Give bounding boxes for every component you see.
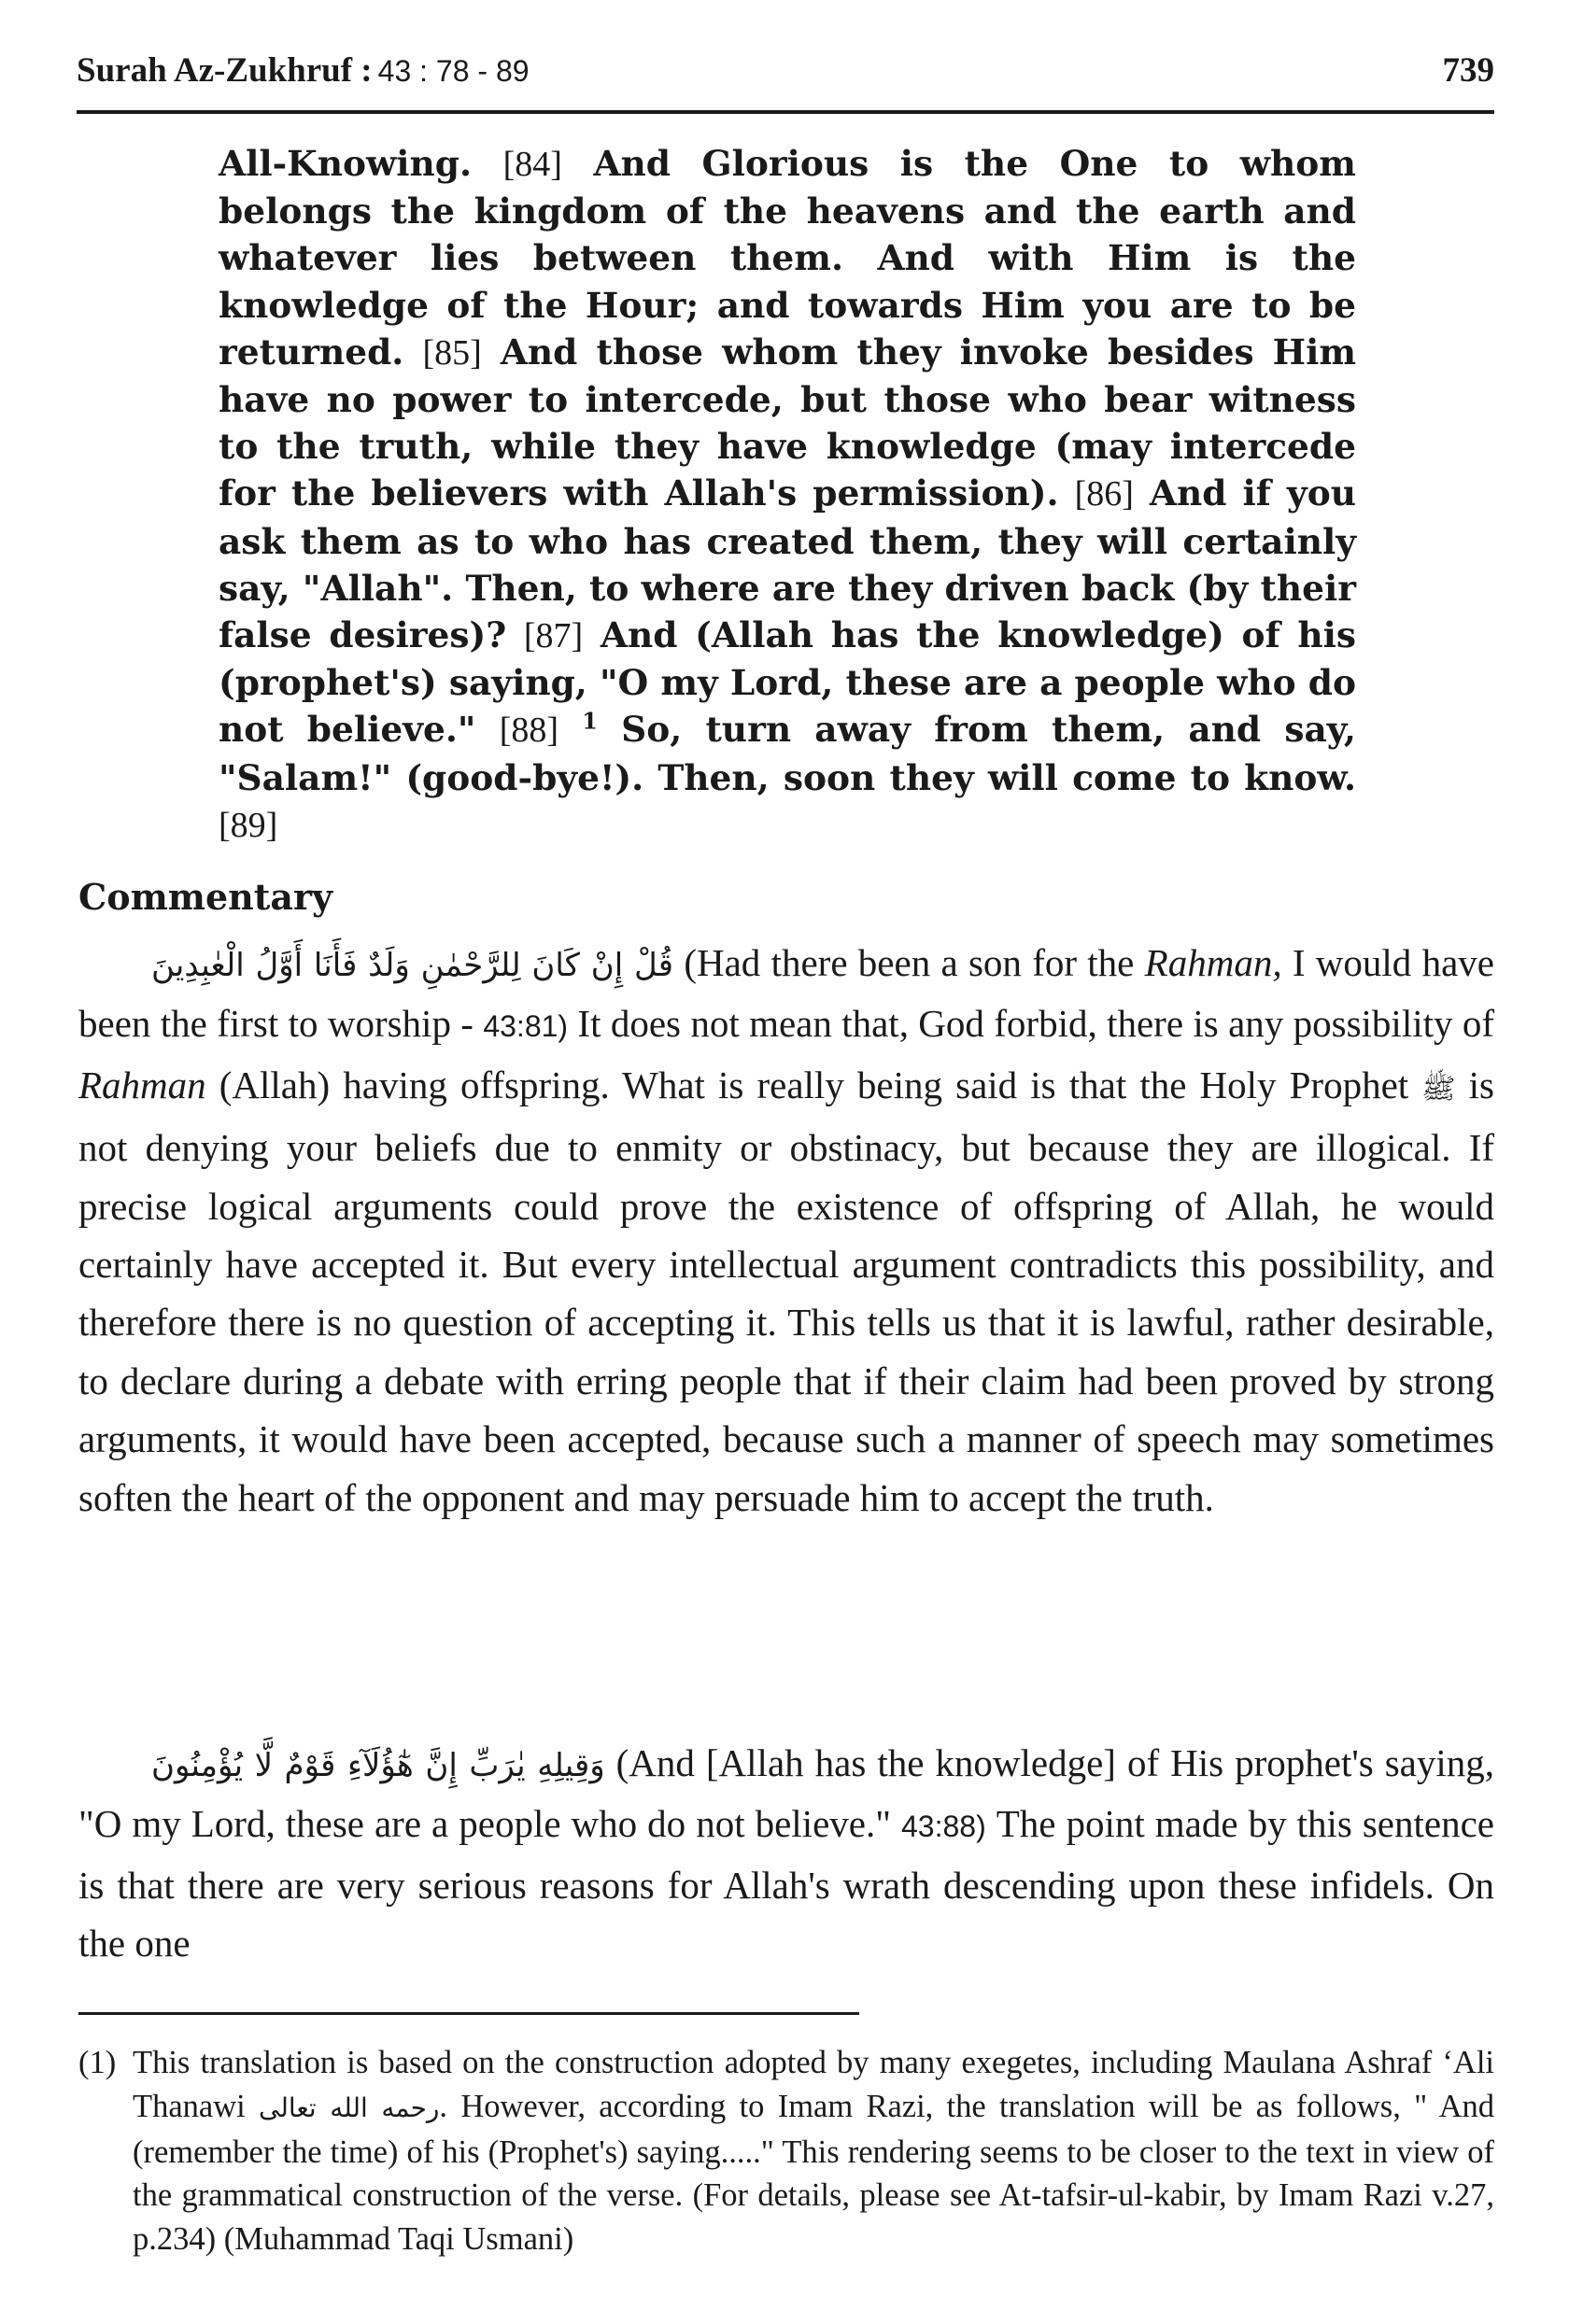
commentary-paragraph — [78, 934, 1494, 1527]
footnote-text: This translation is based on the construction adopted by many exegetes, including Maulana Ashraf ‘Ali Thanawi — [133, 2045, 1494, 2124]
footnote-marker[interactable]: 1 — [582, 707, 598, 735]
translation-text: And those whom they invoke besides Him have no power to intercede, but those who bear witness to the truth, while they have knowledge (may intercede for the believers with Allah's permission). — [219, 331, 1356, 514]
italic-term: Rahman, — [1144, 941, 1282, 984]
translation-text: All-Knowing. — [219, 143, 503, 184]
verse-number: [87] — [523, 616, 584, 656]
translation-text: And if you ask them as to who has created them, they will certainly say, "Allah". Then, to where are they driven back (by their false desires)? — [219, 472, 1356, 656]
verse-reference: 43:81) — [483, 1009, 569, 1044]
footnote-divider — [78, 2012, 859, 2015]
commentary-heading: Commentary — [78, 876, 333, 918]
arabic-honorific: رحمه الله تعالى — [258, 2092, 440, 2123]
paragraph-text: is not denying your beliefs due to enmity or obstinacy, but because they are illogical. If precise logical arguments could prove the existence of offspring of Allah, he would certainly have accepted it. But every intellectual argument contradicts this possibility, and therefore there is no question of accepting it. This tells us that it is lawful, rather desirable, to declare during a debate with erring people that if their claim had been proved by strong arguments, it would have been accepted, because such a manner of speech may sometimes soften the heart of the opponent and may persuade him to accept the truth. — [78, 1063, 1494, 1519]
salutation-glyph: ﷺ — [1421, 1072, 1456, 1106]
verse-number: [86] — [1074, 474, 1134, 514]
surah-name: Surah Az-Zukhruf : — [77, 51, 373, 90]
footnote-label: (1) — [78, 2045, 117, 2080]
translation-text: So, turn away from them, and say, "Salam!" (good-bye!). Then, soon they will come to know. — [219, 709, 1356, 798]
italic-term: Rahman — [78, 1063, 206, 1106]
footnote-body — [133, 2041, 1494, 2261]
surah-title — [77, 50, 530, 91]
page-number: 739 — [1442, 51, 1494, 90]
verse-number: [89] — [219, 805, 278, 845]
translation-text: And (Allah has the knowledge) of his (prophet's) saying, "O my Lord, these are a people who do not believe." — [219, 614, 1356, 751]
header-divider — [77, 110, 1494, 114]
verse-number: [84] — [502, 145, 562, 184]
commentary-paragraph — [78, 1734, 1494, 1973]
paragraph-text: I would have been the first to worship - — [78, 941, 1494, 1046]
running-header — [77, 43, 1494, 108]
translation-text: And Glorious is the One to whom belongs the kingdom of the heavens and the earth and whatever lies between them. And with Him is the knowledge of the Hour; and towards Him you are to be returned. — [219, 143, 1356, 373]
translation-block — [219, 140, 1356, 849]
footnote — [78, 2041, 1494, 2261]
paragraph-text: It does not mean that, God forbid, there is any possibility of — [568, 1002, 1494, 1046]
footnote-text: . However, according to Imam Razi, the translation will be as follows, " And (remember the time) of his (Prophet's) saying....." This rendering seems to be closer to the text in view of the grammatical construction of the verse. (For details, please see At-tafsir-ul-kabir, by Imam Razi v.27, p.234) (Muhammad Taqi Usmani) — [133, 2088, 1495, 2258]
verse-number: [88] — [499, 711, 558, 751]
paragraph-text: (Had there been a son for the — [673, 941, 1145, 984]
paragraph-text: (And [Allah has the knowledge] of His prophet's saying, "O my Lord, these are a people who do not believe." — [78, 1741, 1494, 1846]
verse-range: 43 : 78 - 89 — [377, 54, 530, 88]
paragraph-text: (Allah) having offspring. What is really being said is that the Holy Prophet — [205, 1063, 1422, 1106]
verse-number: [85] — [422, 332, 482, 373]
paragraph-text: The point made by this sentence is that there are very serious reasons for Allah's wrath descending upon these infidels. On the one — [78, 1802, 1494, 1965]
arabic-verse: قُلْ إِنْ كَانَ لِلرَّحْمٰنِ وَلَدٌ فَأَنَا أَوَّلُ الْعٰبِدِينَ — [151, 947, 674, 984]
verse-reference: 43:88) — [900, 1810, 986, 1844]
arabic-verse: وَقِيلِهِ يٰرَبِّ إِنَّ هٰٓؤُلَآءِ قَوْمٌ لَّا يُؤْمِنُونَ — [151, 1747, 605, 1784]
